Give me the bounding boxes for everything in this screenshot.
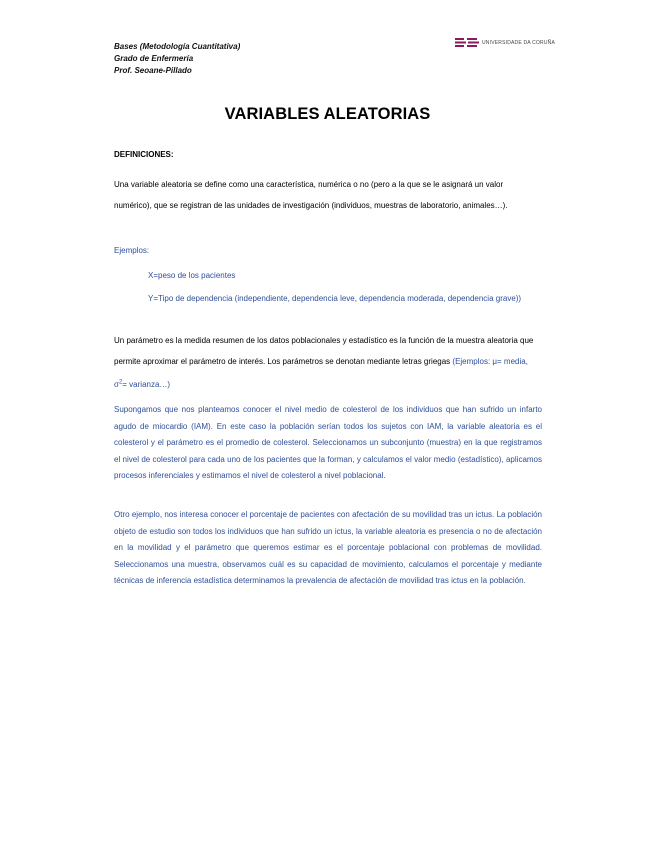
example-y: Y=Tipo de dependencia (independiente, dependencia leve, dependencia moderada, dependencia grave)) [148, 294, 522, 303]
university-name: UNIVERSIDADE DA CORUÑA [482, 39, 556, 46]
university-logo [455, 37, 555, 48]
professor-name: Prof. Seoane-Pillado [114, 66, 192, 75]
example-paragraph-cholesterol: Supongamos que nos planteamos conocer el nivel medio de colesterol de los individuos que han sufrido un infarto agudo de miocardio (IAM). En este caso la población serían todos los sujetos con IAM, la variable aleatoria es el colesterol y el parámetro es el promedio de colesterol. Seleccionamos un subconjunto (muestra) en la que registramos el nivel de colesterol para cada uno de los pacientes que la forman, y calculamos el valor medio (estadístico), aplicamos procesos inferenciales y estimamos el nivel de colesterol a nivel poblacional. [114, 405, 542, 480]
examples-heading: Ejemplos: [114, 246, 150, 255]
parameter-examples: (Ejemplos: μ= media, $\sigma^2=$ varianza…) [114, 357, 528, 389]
definitions-heading: DEFINICIONES: [114, 150, 174, 159]
document-header [114, 41, 240, 77]
university-logo-icon [455, 37, 479, 48]
course-name: Bases (Metodología Cuantitativa) [114, 42, 241, 51]
definition-parameter [114, 330, 542, 395]
degree-name: Grado de Enfermería [114, 54, 194, 63]
definition-random-variable: Una variable aleatoria se define como una característica, numérica o no (pero a la que se le asignará un valor numérico), que se registran de las unidades de investigación (individuos, muestras de laboratorio, animales…). [114, 180, 508, 210]
example-x: X=peso de los pacientes [148, 271, 236, 280]
page-title: VARIABLES ALEATORIAS [224, 105, 431, 123]
parameter-text: Un parámetro es la medida resumen de los datos poblacionales y estadístico es la función de la muestra aleatoria que permite aproximar el parámetro de interés. Los parámetros se denotan mediante letras griegas [114, 336, 534, 366]
example-paragraph-stroke: Otro ejemplo, nos interesa conocer el porcentaje de pacientes con afectación de su movilidad tras un ictus. La población objeto de estudio son todos los individuos que han sufrido un ictus, la variable aleatoria es presencia o no de afectación en la movilidad y el parámetro que queremos estimar es el porcentaje poblacional con problemas de movilidad. Seleccionamos una muestra, observamos cuál es su capacidad de movimiento, calculamos el porcentaje y mediante técnicas de inferencia estadística determinamos la prevalencia de afectación de movilidad tras ictus en la población. [114, 510, 542, 585]
